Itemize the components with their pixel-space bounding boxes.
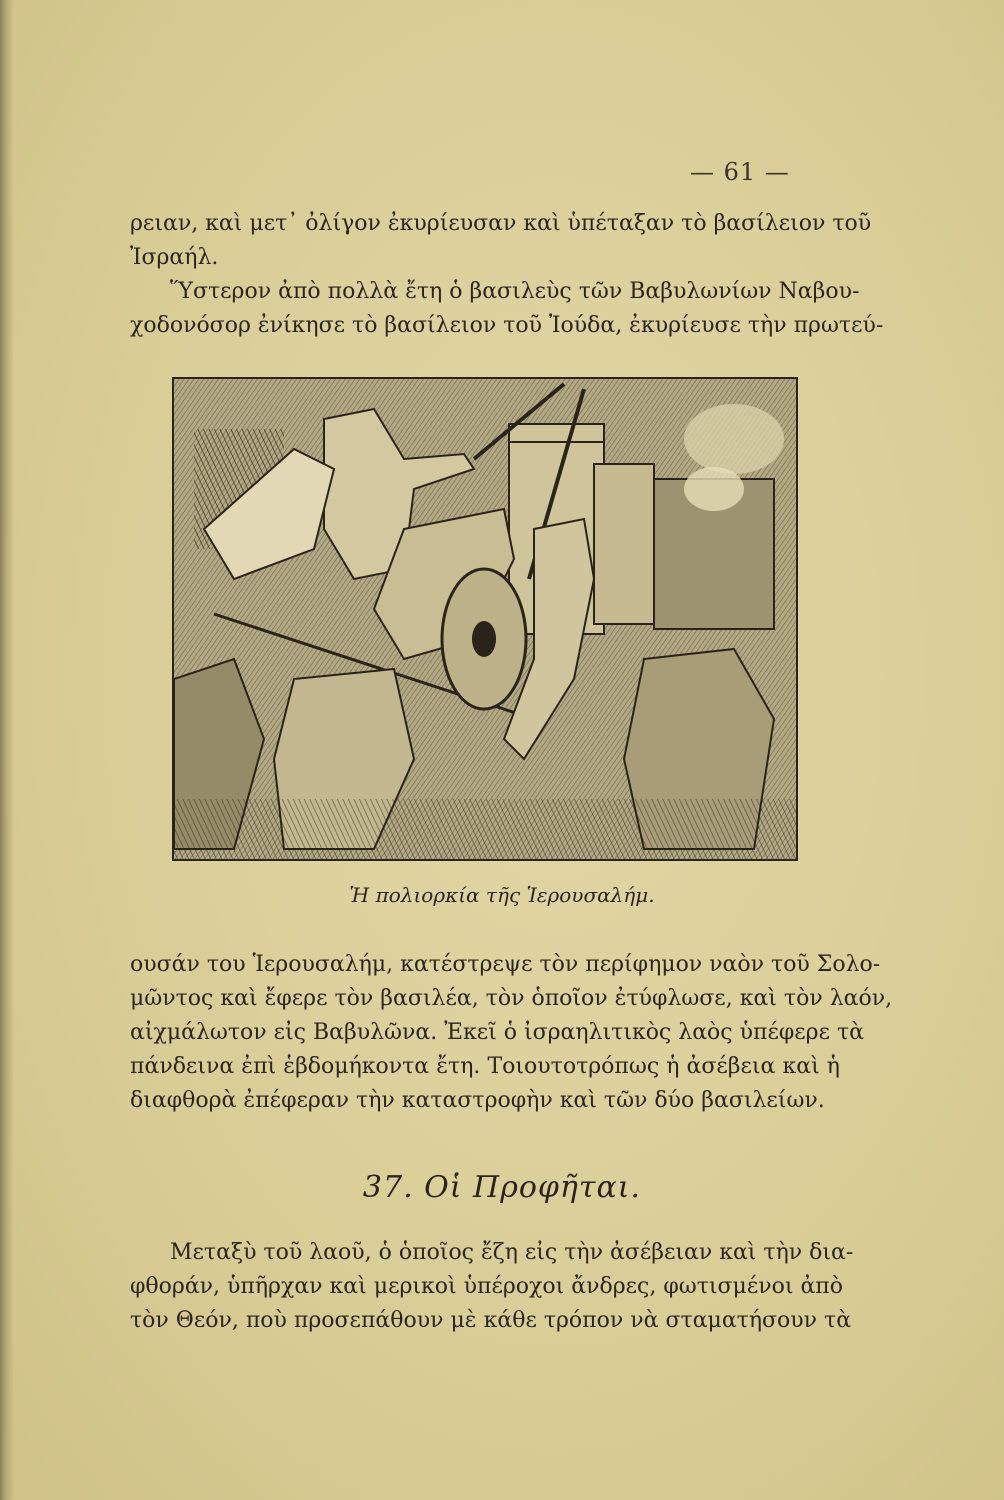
text-line: ρειαν, καὶ μετ᾽ ὀλίγον ἐκυρίευσαν καὶ ὑπέταξαν τὸ βασίλειον τοῦ <box>130 211 872 236</box>
text-line: διαφθορὰ ἐπέφεραν τὴν καταστροφὴν καὶ τῶν δύο βασιλείων. <box>130 1088 825 1113</box>
page-number: — 61 — <box>690 158 790 186</box>
text-line: Ὕστερον ἀπὸ πολλὰ ἔτη ὁ βασιλεὺς τῶν Βαβυλωνίων Ναβου- <box>170 279 860 304</box>
text-line: Μεταξὺ τοῦ λαοῦ, ὁ ὁποῖος ἔζη εἰς τὴν ἀσέβειαν καὶ τὴν δια- <box>170 1240 854 1265</box>
text-line: τὸν Θεόν, ποὺ προσεπάθουν μὲ κάθε τρόπον νὰ σταματήσουν τὰ <box>130 1308 852 1333</box>
illustration-caption: Ἡ πολιορκία τῆς Ἱερουσαλήμ. <box>349 883 655 907</box>
middle-paragraph <box>130 948 893 1118</box>
text-line: αἰχμάλωτον εἰς Βαβυλῶνα. Ἐκεῖ ὁ ἰσραηλιτικὸς λαὸς ὑπέφερε τὰ <box>130 1020 864 1045</box>
text-line: ουσάν του Ἱερουσαλήμ, κατέστρεψε τὸν περίφημον ναὸν τοῦ Σολο- <box>130 952 881 977</box>
text-line: χοδονόσορ ἐνίκησε τὸ βασίλειον τοῦ Ἰούδα, ἐκυρίευσε τὴν πρωτεύ- <box>130 313 884 338</box>
top-paragraph <box>130 207 884 343</box>
text-line: Ἰσραήλ. <box>130 245 219 270</box>
siege-engraving <box>172 377 798 861</box>
text-line: φθοράν, ὑπῆρχαν καὶ μερικοὶ ὑπέροχοι ἄνδρες, φωτισμένοι ἀπὸ <box>130 1274 844 1299</box>
section-heading: 37. Οἱ Προφῆται. <box>362 1170 642 1205</box>
text-line: μῶντος καὶ ἔφερε τὸν βασιλέα, τὸν ὁποῖον ἐτύφλωσε, καὶ τὸν λαόν, <box>130 986 893 1011</box>
bottom-paragraph <box>130 1236 854 1338</box>
page-binding-edge <box>0 0 14 1500</box>
text-line: πάνδεινα ἐπὶ ἑβδομήκοντα ἔτη. Τοιουτοτρόπως ἡ ἀσέβεια καὶ ἡ <box>130 1054 840 1079</box>
